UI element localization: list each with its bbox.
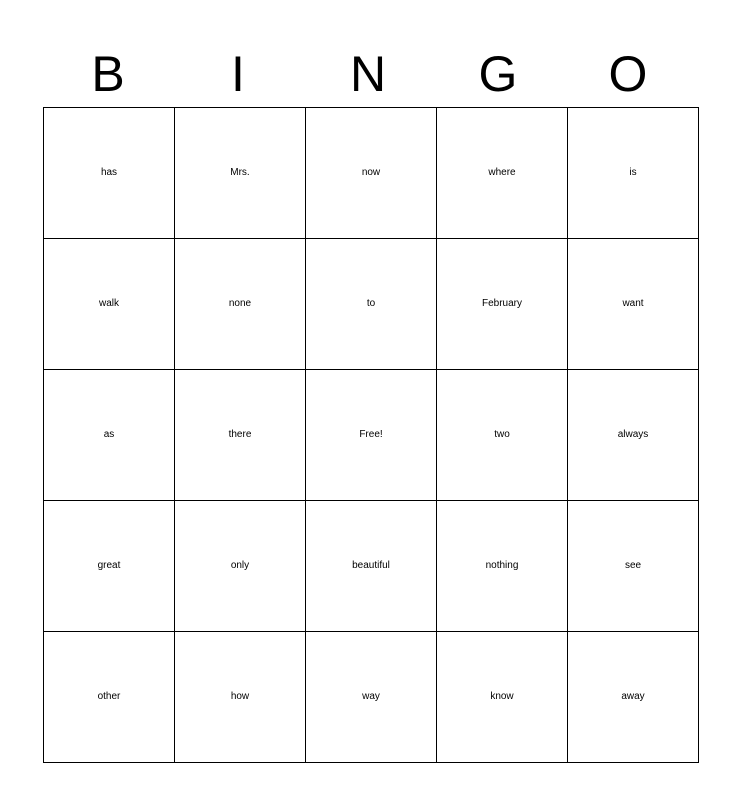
- bingo-cell[interactable]: way: [306, 632, 437, 763]
- board-row: [44, 501, 699, 632]
- bingo-cell[interactable]: there: [175, 370, 306, 501]
- bingo-cell[interactable]: is: [568, 108, 699, 239]
- bingo-board: [43, 107, 699, 763]
- header-letter-i: I: [231, 46, 245, 102]
- bingo-cell[interactable]: know: [437, 632, 568, 763]
- bingo-cell[interactable]: Mrs.: [175, 108, 306, 239]
- bingo-cell[interactable]: now: [306, 108, 437, 239]
- bingo-cell[interactable]: great: [44, 501, 175, 632]
- board-row: [44, 239, 699, 370]
- header-letter-g: G: [478, 46, 518, 102]
- bingo-cell[interactable]: to: [306, 239, 437, 370]
- bingo-cell[interactable]: two: [437, 370, 568, 501]
- bingo-cell[interactable]: other: [44, 632, 175, 763]
- bingo-cell[interactable]: beautiful: [306, 501, 437, 632]
- bingo-cell[interactable]: see: [568, 501, 699, 632]
- bingo-cell[interactable]: none: [175, 239, 306, 370]
- board-row: [44, 108, 699, 239]
- bingo-cell[interactable]: where: [437, 108, 568, 239]
- bingo-cell[interactable]: away: [568, 632, 699, 763]
- bingo-cell[interactable]: want: [568, 239, 699, 370]
- bingo-header: [43, 44, 693, 104]
- bingo-cell[interactable]: February: [437, 239, 568, 370]
- bingo-cell[interactable]: only: [175, 501, 306, 632]
- bingo-cell[interactable]: nothing: [437, 501, 568, 632]
- header-letter-b: B: [91, 46, 125, 102]
- bingo-cell[interactable]: as: [44, 370, 175, 501]
- board-row: [44, 370, 699, 501]
- free-space-cell[interactable]: Free!: [306, 370, 437, 501]
- header-letter-n: N: [349, 46, 387, 102]
- header-letter-o: O: [608, 46, 648, 102]
- board-row: [44, 632, 699, 763]
- bingo-cell[interactable]: always: [568, 370, 699, 501]
- bingo-cell[interactable]: how: [175, 632, 306, 763]
- bingo-cell[interactable]: walk: [44, 239, 175, 370]
- bingo-cell[interactable]: has: [44, 108, 175, 239]
